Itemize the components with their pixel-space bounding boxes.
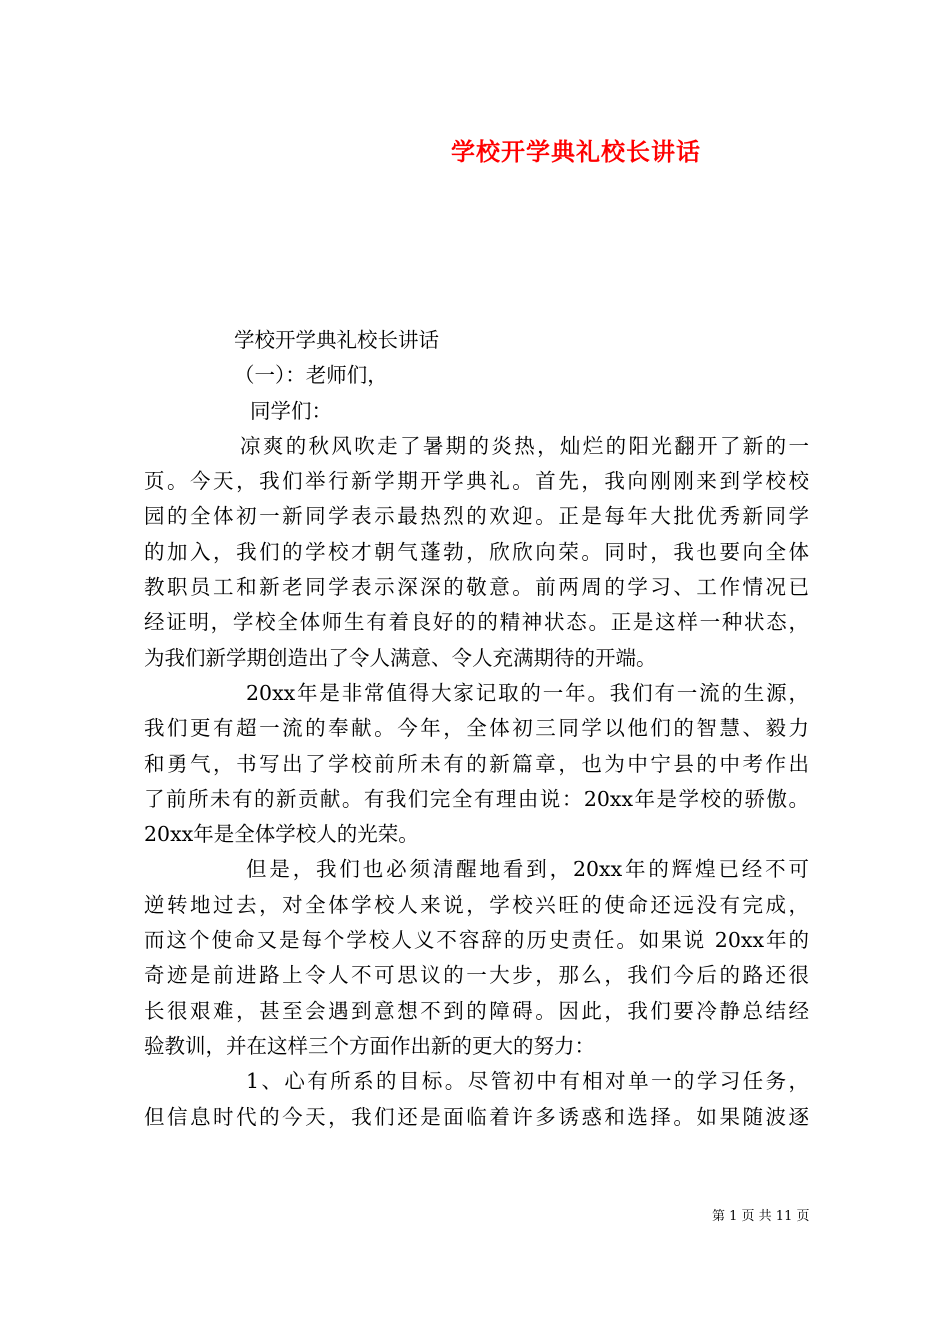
text-line: 为我们新学期创造出了令人满意、令人充满期待的开端。: [144, 645, 657, 670]
text-line: 页。今天，我们举行新学期开学典礼。首先，我向刚刚来到学校校: [144, 469, 809, 494]
text-line: 同学们：: [250, 398, 332, 423]
text-line: 的加入，我们的学校才朝气蓬勃，欣欣向荣。同时，我也要向全体: [144, 539, 809, 564]
text-line: 而这个使命又是每个学校人义不容辞的历史责任。如果说 20xx年的: [144, 928, 809, 953]
text-line: 了前所未有的新贡献。有我们完全有理由说：20xx年是学校的骄傲。: [144, 786, 809, 811]
text-line: （一）：老师们，: [234, 363, 388, 388]
text-line: 长很艰难，甚至会遇到意想不到的障碍。因此，我们要冷静总结经: [144, 998, 809, 1023]
text-line: 和勇气，书写出了学校前所未有的新篇章，也为中宁县的中考作出: [144, 751, 809, 776]
text-line: 园的全体初一新同学表示最热烈的欢迎。正是每年大批优秀新同学: [144, 504, 809, 529]
document-body: [144, 323, 809, 1135]
text-line: 奇迹是前进路上令人不可思议的一大步，那么，我们今后的路还很: [144, 963, 809, 988]
text-line: 验教训，并在这样三个方面作出新的更大的努力：: [144, 1033, 595, 1058]
page-title: 学校开学典礼校长讲话: [451, 138, 701, 166]
text-line: 学校开学典礼校长讲话: [234, 328, 439, 352]
text-line: 凉爽的秋风吹走了暑期的炎热，灿烂的阳光翻开了新的一: [240, 433, 809, 458]
text-line: 经证明，学校全体师生有着良好的的精神状态。正是这样一种状态，: [144, 610, 809, 635]
text-line: 但是，我们也必须清醒地看到，20xx年的辉煌已经不可: [246, 857, 809, 882]
text-line: 20xx年是全体学校人的光荣。: [144, 822, 419, 847]
text-line: 20xx年是非常值得大家记取的一年。我们有一流的生源，: [246, 680, 809, 705]
text-line: 我们更有超一流的奉献。今年，全体初三同学以他们的智慧、毅力: [144, 716, 809, 741]
page-number-footer: 第 1 页 共 11 页: [712, 1209, 810, 1224]
text-line: 教职员工和新老同学表示深深的敬意。前两周的学习、工作情况已: [144, 575, 809, 600]
text-line: 1、心有所系的目标。尽管初中有相对单一的学习任务，: [246, 1069, 809, 1094]
text-line: 但信息时代的今天，我们还是面临着许多诱惑和选择。如果随波逐: [144, 1104, 809, 1129]
text-line: 逆转地过去，对全体学校人来说，学校兴旺的使命还远没有完成，: [144, 892, 809, 917]
